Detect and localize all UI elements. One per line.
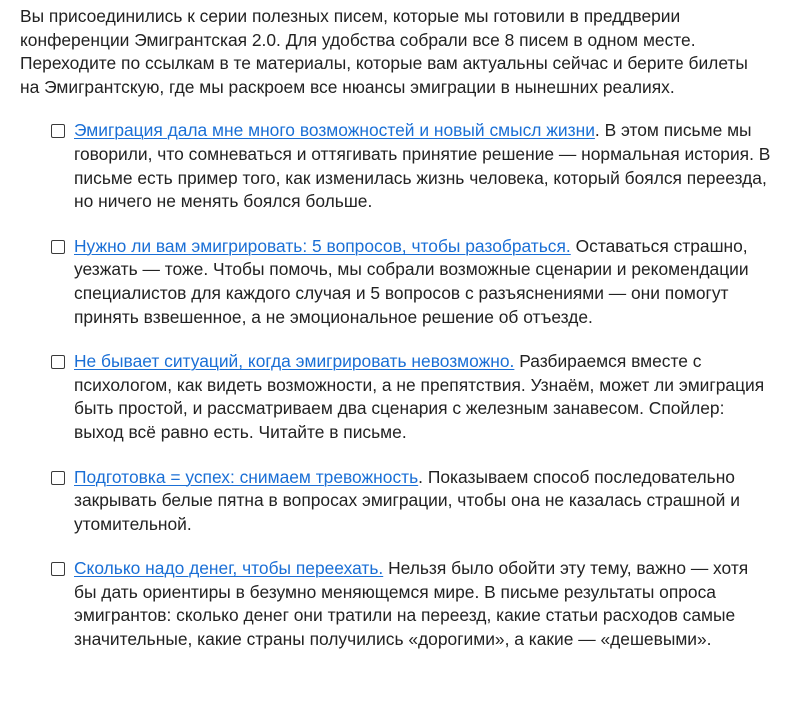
item-description: . В этом письме мы говорили, что сомневаться и оттягивать принятие решение — нормальная история. В письме есть пример того, как изменилась жизнь человека, который боялся переезда, но ничего не менять боялся больше. [74, 120, 771, 212]
list-item-text [74, 350, 774, 444]
item-link[interactable]: Не бывает ситуаций, когда эмигрировать невозможно. [74, 351, 515, 372]
checkbox[interactable] [51, 471, 65, 485]
item-link[interactable]: Сколько надо денег, чтобы переехать. [74, 558, 384, 579]
list-item [20, 350, 774, 444]
checkbox[interactable] [51, 240, 65, 254]
list-item-text [74, 557, 774, 651]
item-link[interactable]: Подготовка = успех: снимаем тревожность [74, 466, 419, 487]
checkbox[interactable] [51, 355, 65, 369]
item-description: Нельзя было обойти эту тему, важно — хотя бы дать ориентиры в безумно меняющемся мире. В письме результаты опроса эмигрантов: сколько денег они тратили на переезд, какие статьи расходов самые значительные, какие страны получились «дорогими», а какие — «дешевыми». [74, 558, 749, 650]
item-description: Оставаться страшно, уезжать — тоже. Чтобы помочь, мы собрали возможные сценарии и рекомендации специалистов для каждого случая и 5 вопросов с разъяснениями — они помогут принять взвешенное, а не эмоциональное решение об отъезде. [74, 235, 749, 327]
list-item [20, 466, 774, 537]
item-link[interactable]: Нужно ли вам эмигрировать: 5 вопросов, чтобы разобраться. [74, 235, 571, 256]
item-description: . Показываем способ последовательно закрывать белые пятна в вопросах эмиграции, чтобы она не казалась страшной и утомительной. [74, 466, 740, 534]
checkbox[interactable] [51, 562, 65, 576]
intro-paragraph: Вы присоединились к серии полезных писем, которые мы готовили в преддверии конференции Эмигрантская 2.0. Для удобства собрали все 8 писем в одном месте. Переходите по ссылкам в те материалы, которые вам актуальны сейчас и берите билеты на Эмигрантскую, где мы раскроем все нюансы эмиграции в нынешних реалиях. [20, 6, 748, 97]
list-item [20, 557, 774, 651]
list-item-text [74, 466, 774, 537]
item-link[interactable]: Эмиграция дала мне много возможностей и новый смысл жизни [74, 120, 595, 141]
list-item [20, 235, 774, 329]
checkbox[interactable] [51, 124, 65, 138]
list-item [20, 119, 774, 213]
list-item-text [74, 235, 774, 329]
item-description: Разбираемся вместе с психологом, как видеть возможности, а не препятствия. Узнаём, может ли эмиграция быть простой, и рассматриваем два сценария с железным занавесом. Спойлер: выход всё равно есть. Читайте в письме. [74, 351, 765, 442]
list-item-text [74, 119, 774, 213]
newsletter-list [20, 119, 781, 651]
